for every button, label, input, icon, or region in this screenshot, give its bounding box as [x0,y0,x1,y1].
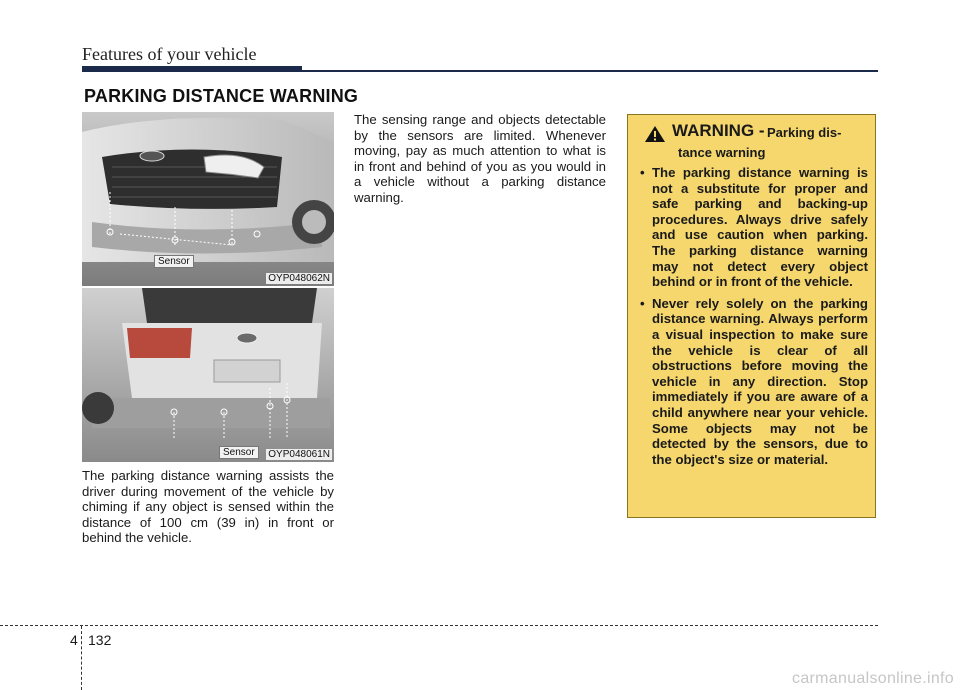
warning-triangle-icon [644,125,666,143]
rear-vehicle-illustration [82,288,334,462]
warning-item-not-substitute: • The parking distance warning is not a substitute for proper and safe parking and backing-up procedures. Always drive safely and use caution when parking. The parking distance warning may not detect every object behind or in front of the vehicle. [638,165,868,290]
warning-subtitle-line1: Parking dis- [767,125,842,140]
front-vehicle-illustration [82,112,334,286]
header-rule-thin [302,70,878,72]
chapter-number: 4 [70,632,78,648]
rear-sensor-figure [82,288,334,462]
front-sensor-figure [82,112,334,286]
warning-list [638,165,868,473]
footer-divider [81,626,82,690]
footer-rule [0,625,878,626]
page-heading: PARKING DISTANCE WARNING [84,86,359,106]
header-section-title: Features of your vehicle [82,44,257,64]
warning-word: WARNING - [672,121,765,140]
site-watermark: carmanualsonline.info [792,670,954,687]
front-sensor-label: Sensor [154,255,194,268]
sensing-range-paragraph: The sensing range and objects detectable by the sensors are limited. Whenever moving, pay as much attention to what is in front and behind of you as you would in a vehicle without a parking distance warning. [354,112,606,205]
rear-sensor-label: Sensor [219,446,259,459]
page-number: 132 [88,632,112,648]
warning-item-never-rely: • Never rely solely on the parking distance warning. Always perform a visual inspection to make sure the vehicle is clear of all obstructions before moving the vehicle in any direction. Stop immediately if you are aware of a child anywhere near your vehicle. Some objects may not be detected by the sensors, due to the object's size or material. [638,296,868,468]
header-rule-thick [82,66,302,72]
intro-paragraph: The parking distance warning assists the driver during movement of the vehicle by chiming if any object is sensed within the distance of 100 cm (39 in) in front or behind the vehicle. [82,468,334,546]
warning-subtitle-line2: tance warning [678,145,766,160]
front-figure-code: OYP048062N [268,273,330,284]
warning-box [627,114,876,518]
rear-figure-code: OYP048061N [268,449,330,460]
